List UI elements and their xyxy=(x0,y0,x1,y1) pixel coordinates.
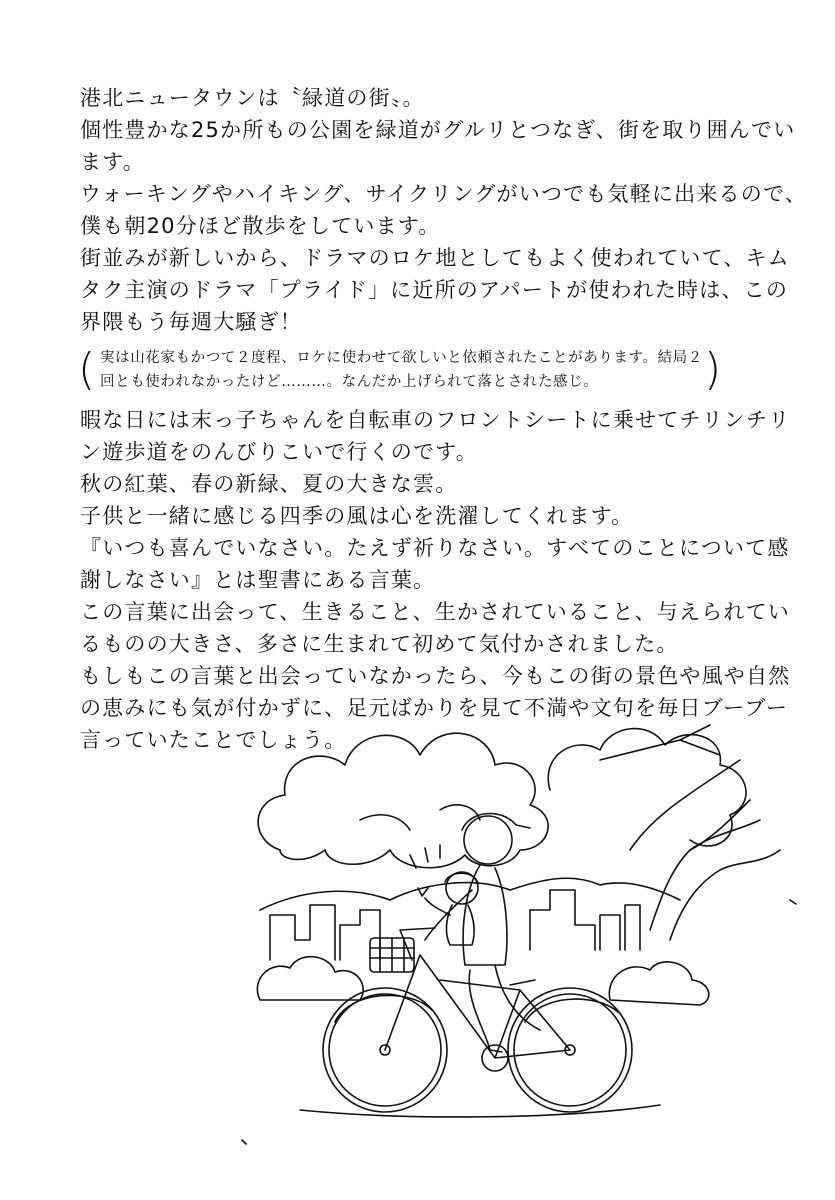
tree-right xyxy=(548,725,780,940)
note-line: 実は山花家もかつて２度程、ロケに使わせて欲しいと依頼されたことがあります。結局２ xyxy=(100,350,703,366)
text-line: この言葉に出会って、生きること、生かされていること、与えられてい xyxy=(80,600,790,624)
note-line: 回とも使われなかったけど………。なんだか上げられて落とされた感じ。 xyxy=(100,374,599,390)
bicycle-illustration xyxy=(240,700,800,1160)
text-line: 『いつも喜んでいなさい。たえず祈りなさい。すべてのことについて感 xyxy=(80,536,790,560)
text-line: 謝しなさい』とは聖書にある言葉。 xyxy=(80,568,436,592)
text-line: タク主演のドラマ「プライド」に近所のアパートが使われた時は、この xyxy=(80,278,789,302)
essay-text xyxy=(78,82,807,756)
text-line: 暇な日には末っ子ちゃんを自転車のフロントシートに乗せてチリンチリ xyxy=(80,408,791,432)
bush-right xyxy=(609,962,708,1005)
text-line: 言っていたことでしょう。 xyxy=(80,728,347,752)
text-line: 子供と一緒に感じる四季の風は心を洗濯してくれます。 xyxy=(80,504,634,528)
text-line: ウォーキングやハイキング、サイクリングがいつでも気軽に出来るので、 xyxy=(80,182,807,206)
text-line: るものの大きさ、多さに生まれて初めて気付かされました。 xyxy=(80,632,679,656)
text-line: もしもこの言葉と出会っていなかったら、今もこの街の景色や風や自然 xyxy=(80,664,791,688)
motion-lines xyxy=(410,845,440,868)
close-paren-mark: ) xyxy=(704,344,722,395)
open-paren-mark: ( xyxy=(78,344,96,395)
city-skyline xyxy=(270,890,640,960)
text-line: 秋の紅葉、春の新緑、夏の大きな雲。 xyxy=(80,472,458,496)
text-line: 界隈もう毎週大騒ぎ！ xyxy=(80,310,302,334)
ink-marks xyxy=(242,900,796,1144)
text-line: の恵みにも気が付かずに、足元ばかりを見て不満や文句を毎日ブーブー xyxy=(80,696,789,720)
text-line: ン遊歩道をのんびりこいで行くのです。 xyxy=(80,440,478,464)
ground-shadow xyxy=(300,1105,660,1117)
bush-left xyxy=(257,957,363,1000)
tree-canopy-left xyxy=(258,733,548,868)
parenthetical-note xyxy=(78,344,770,395)
text-line: ます。 xyxy=(80,150,145,174)
text-line: 僕も朝20分ほど散歩をしています。 xyxy=(80,214,441,238)
text-line: 個性豊かな25か所もの公園を緑道がグルリとつなぎ、街を取り囲んでい xyxy=(80,118,796,142)
text-line: 街並みが新しいから、ドラマのロケ地としてもよく使われていて、キム xyxy=(80,246,790,270)
text-line: 港北ニュータウンは〝緑道の街〟。 xyxy=(80,86,425,110)
bicycle xyxy=(323,928,632,1112)
